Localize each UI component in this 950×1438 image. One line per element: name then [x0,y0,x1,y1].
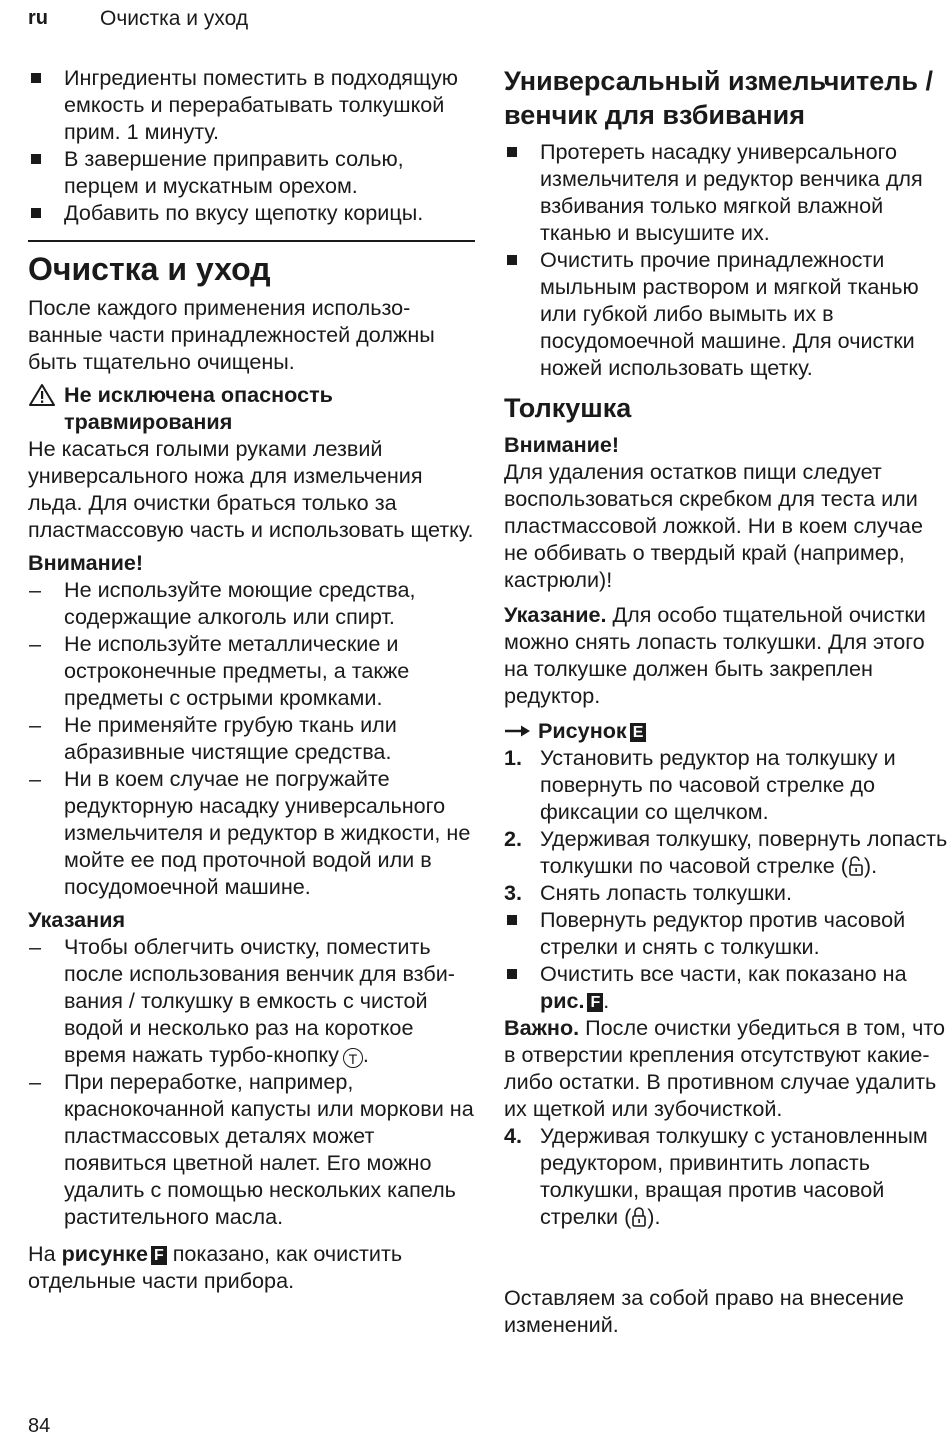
figure-reference: На рисунке F показано, как очистить отдельные части прибора. [28,1241,403,1293]
section-title-chopper: Универсальный измельчитель / венчик для взбивания [504,66,933,130]
dash-bullet-icon: – [29,766,42,791]
important-paragraph: Важно. После очистки убедиться в том, что в отверстии крепления отсутствуют какие-либо остатки. В противном случае удалить их щеткой или зубочисткой. [504,1015,946,1121]
intro-bullet-list [28,64,475,226]
section-title: Очистка и уход [28,251,271,287]
square-bullet-icon [28,145,64,172]
left-column [28,64,475,1294]
header-title: Очистка и уход [100,7,249,30]
list-item: Повернуть редуктор против часовой стрелки и снять с толкушки. [504,906,950,960]
square-bullet-icon [504,138,540,165]
steps-list-continued [504,1122,950,1230]
attention-heading: Внимание! [504,432,620,457]
page-number: 84 [28,1415,51,1437]
list-item: – Не применяйте грубую ткань или абразивные чистящие средства. [29,712,397,764]
footer-note: Оставляем за собой право на внесение изменений. [504,1285,904,1337]
square-bullet-icon [504,906,540,933]
warning-text: Не касаться голыми руками лезвий универсального ножа для измельчения льда. Для очистки браться только за пластмассовую часть и использовать щетку. [28,436,474,542]
list-item: – При переработке, например, краснокочанной капусты или моркови на пластмассовых деталях может появиться цветной налет. Его можно удалить с помощью нескольких капель растительного масла. [29,1069,474,1229]
figure-letter-badge: F [587,993,603,1012]
warning-triangle-icon [28,383,56,407]
language-code: ru [28,7,48,29]
list-item: В завершение приправить солью, перцем и мускатным орехом. [28,145,475,199]
step-item: 2. Удерживая толкушку, повернуть лопасть толкушки по часовой стрелке ( ). [504,826,948,878]
lock-icon [631,1206,647,1228]
warning-heading: Не исключена опасность травмирования [28,381,475,435]
list-item: – Не используйте металлические и остроконечные предметы, а также предметы с острыми кромками. [29,631,410,710]
dash-bullet-icon: – [29,577,42,602]
list-item: Протереть насадку универсального измельчителя и редуктор венчика для взбивания только мягкой влажной тканью и высушите их. [504,138,950,246]
step-item: 1. Установить редуктор на толкушку и повернуть по часовой стрелке до фиксации со щелчком. [504,745,896,824]
list-item: Очистить прочие принадлежности мыльным раствором и мягкой тканью или губкой либо вымыть их в посудомоечной машине. Для очистки ножей использовать щетку. [504,246,950,381]
attention-heading: Внимание! [28,550,144,575]
square-bullet-icon [28,64,64,91]
step-item: 4. Удерживая толкушку с установленным редуктором, привинтить лопасть толкушки, вращая против часовой стрелки ( ). [504,1123,928,1229]
list-item: Ингредиенты поместить в подходящую емкость и перерабатывать толкушкой прим. 1 минуту. [28,64,475,145]
square-bullet-icon [28,199,64,226]
chopper-bullet-list [504,138,950,381]
unlock-icon [848,855,864,877]
dash-bullet-icon: – [29,934,42,959]
figure-letter-badge: E [630,723,647,742]
notes-list [28,933,475,1230]
list-item: – Не используйте моющие средства, содержащие алкоголь или спирт. [29,577,416,629]
square-bullet-icon [504,960,540,987]
list-item: – Ни в коем случае не погружайте редукторную насадку универсального измельчителя и редуктор в жидкости, не мойте ее под проточной водой или в посудомоечной машине. [29,766,471,899]
notes-heading: Указания [28,907,126,932]
figure-reference: Рисунок E [504,717,950,744]
dash-bullet-icon: – [29,1069,42,1094]
list-item: Добавить по вкусу щепотку корицы. [28,199,475,226]
square-bullet-icon [504,246,540,273]
right-column [504,64,950,1338]
section-intro: После каждого применения использованные части принадлежностей должны быть тщательно очищены. [28,295,435,374]
turbo-button-icon: T [343,1048,363,1068]
attention-list [28,576,475,900]
note-paragraph: Указание. Для особо тщательной очистки можно снять лопасть толкушки. Для этого на толкушке должен быть закреплен редуктор. [504,602,926,708]
dash-bullet-icon: – [29,631,42,656]
step-item: 3. Снять лопасть толкушки. [504,880,792,905]
section-title-masher: Толкушка [504,393,632,423]
figure-letter-badge: F [151,1246,167,1265]
list-item: – Чтобы облегчить очистку, поместить после использования венчик для взбивания / толкушку в емкость с чистой водой и несколько раз на короткое время нажать турбо-кнопку T . [29,934,455,1067]
steps-list [504,744,950,1014]
arrow-right-icon [504,724,532,738]
dash-bullet-icon: – [29,712,42,737]
attention-text: Для удаления остатков пищи следует воспользоваться скребком для теста или пластмассовой ложкой. Ни в коем случае не оббивать о твердый край (например, кастрюли)! [504,459,923,592]
list-item: Очистить все части, как показано на рис. F . [504,960,950,1014]
section-divider [28,240,475,242]
